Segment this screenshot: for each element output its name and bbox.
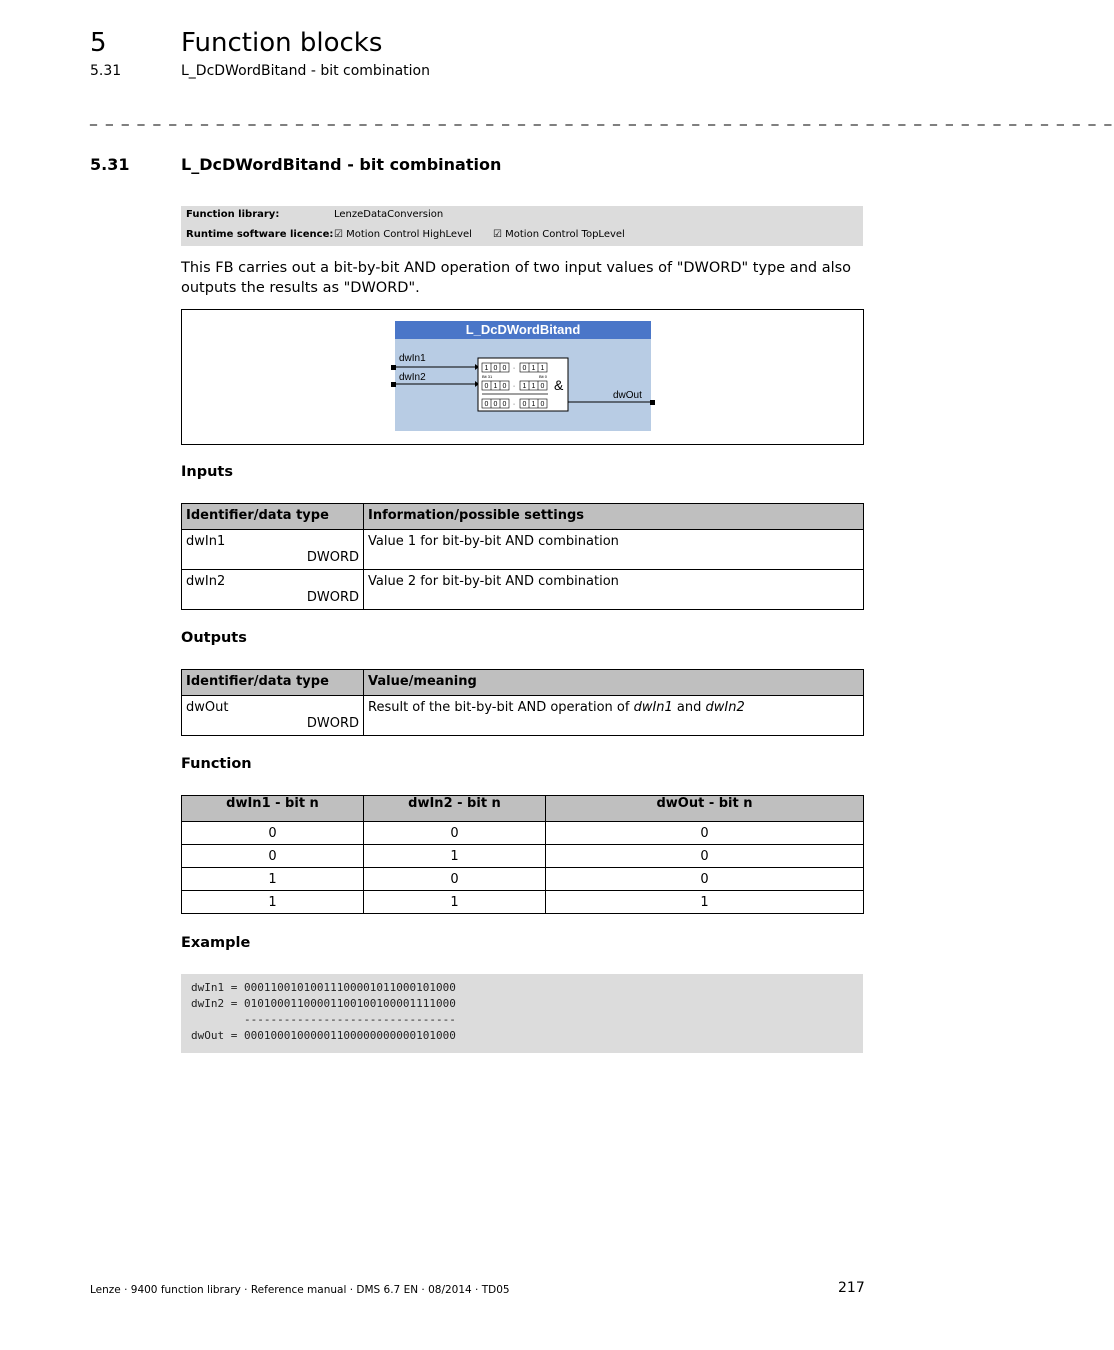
info-text: Value 2 for bit-by-bit AND combination (368, 574, 619, 589)
column-header: dwOut - bit n (546, 796, 864, 822)
function-block-figure (181, 309, 864, 445)
table-cell: 0 (182, 822, 364, 845)
table-cell: 1 (364, 845, 546, 868)
function-heading: Function (181, 756, 252, 772)
info-text (364, 696, 863, 719)
header-separator: _ _ _ _ _ _ _ _ _ _ _ _ _ _ _ _ _ _ _ _ _ _ _ _ _ _ _ _ _ _ _ _ _ _ _ _ _ _ _ _ _ _ _ _ _ _ _ _ _ _ _ _ _ _ _ _ _ _ _ _ _ _ _ _ _ (90, 110, 1114, 126)
svg-text:·: · (512, 383, 516, 390)
outputs-heading: Outputs (181, 630, 247, 646)
table-cell: 0 (182, 845, 364, 868)
column-header: Information/possible settings (368, 508, 585, 523)
table-header-row (182, 796, 864, 822)
table-cell: 0 (546, 868, 864, 891)
footer-text: Lenze · 9400 function library · Reference manual · DMS 6.7 EN · 08/2014 · TD05 (90, 1284, 510, 1296)
output-label: dwOut (613, 390, 642, 401)
code-line-separator: -------------------------------- (191, 1013, 456, 1026)
column-header: Identifier/data type (186, 674, 329, 689)
table-row (182, 845, 864, 868)
info-variable-1: dwIn1 (633, 700, 673, 715)
table-cell: 0 (364, 822, 546, 845)
column-header: dwIn1 - bit n (182, 796, 364, 822)
table-row (182, 891, 864, 914)
info-variable-2: dwIn2 (705, 700, 745, 715)
library-label: Function library: (186, 209, 280, 220)
library-value: LenzeDataConversion (334, 209, 444, 220)
table-cell: 0 (546, 822, 864, 845)
input2-label: dwIn2 (399, 372, 426, 383)
info-prefix: Result of the bit-by-bit AND operation of (368, 700, 634, 715)
chapter-title: Function blocks (181, 28, 383, 58)
svg-text:0: 0 (484, 383, 489, 390)
and-operator-symbol: & (554, 377, 564, 393)
identifier-name: dwIn1 (186, 534, 226, 549)
input1-connector (391, 365, 396, 370)
page-number: 217 (838, 1280, 865, 1296)
svg-text:0: 0 (522, 401, 527, 408)
svg-text:1: 1 (493, 383, 498, 390)
column-header: dwIn2 - bit n (364, 796, 546, 822)
svg-text:1: 1 (484, 365, 489, 372)
svg-text:·: · (512, 401, 516, 408)
section-number: 5.31 (90, 155, 130, 174)
code-line-dwout: dwOut = 00010001000001100000000000101000 (191, 1029, 456, 1042)
table-cell: 1 (546, 891, 864, 914)
svg-text:·: · (512, 365, 516, 372)
svg-text:0: 0 (540, 401, 545, 408)
table-cell: 1 (182, 891, 364, 914)
svg-text:0: 0 (540, 383, 545, 390)
output-connector (650, 400, 655, 405)
svg-text:1: 1 (531, 401, 536, 408)
identifier-name: dwIn2 (186, 574, 226, 589)
table-header-row (182, 670, 864, 696)
table-cell: 0 (364, 868, 546, 891)
input1-label: dwIn1 (399, 353, 426, 364)
inputs-heading: Inputs (181, 464, 233, 480)
table-row (182, 530, 864, 570)
licence-label: Runtime software licence: (186, 229, 334, 240)
info-connector: and (672, 700, 706, 715)
inputs-table (181, 503, 864, 610)
svg-text:0: 0 (502, 365, 507, 372)
data-type: DWORD (306, 590, 359, 605)
table-row (182, 822, 864, 845)
block-title: L_DcDWordBitand (465, 322, 581, 337)
bit31-label: Bit 31 (482, 374, 493, 379)
identifier-name: dwOut (186, 700, 229, 715)
column-header: Value/meaning (368, 674, 477, 689)
data-type: DWORD (306, 550, 359, 565)
library-info-box (181, 206, 863, 246)
table-cell: 1 (364, 891, 546, 914)
code-line-dwin2: dwIn2 = 01010001100001100100100001111000 (191, 997, 456, 1010)
input2-connector (391, 382, 396, 387)
svg-text:0: 0 (484, 401, 489, 408)
subsection-number: 5.31 (90, 63, 122, 79)
function-block-diagram (182, 310, 863, 444)
subsection-title: L_DcDWordBitand - bit combination (181, 63, 430, 79)
table-row (182, 868, 864, 891)
licence-option-toplevel: ☑ Motion Control TopLevel (493, 229, 625, 240)
svg-text:1: 1 (531, 383, 536, 390)
section-title: L_DcDWordBitand - bit combination (181, 155, 502, 174)
outputs-table (181, 669, 864, 736)
svg-text:1: 1 (531, 365, 536, 372)
example-heading: Example (181, 935, 251, 951)
table-cell: 0 (546, 845, 864, 868)
function-truth-table (181, 795, 864, 914)
svg-text:0: 0 (493, 401, 498, 408)
table-row (182, 570, 864, 610)
svg-text:1: 1 (522, 383, 527, 390)
svg-text:0: 0 (502, 383, 507, 390)
data-type: DWORD (306, 716, 359, 731)
svg-text:0: 0 (493, 365, 498, 372)
table-row (182, 696, 864, 736)
chapter-number: 5 (90, 28, 107, 58)
intro-paragraph: This FB carries out a bit-by-bit AND operation of two input values of "DWORD" type and also outputs the results as "DWORD". (181, 260, 852, 296)
svg-text:0: 0 (522, 365, 527, 372)
table-header-row (182, 504, 864, 530)
column-header: Identifier/data type (186, 508, 329, 523)
svg-text:1: 1 (540, 365, 545, 372)
table-cell: 1 (182, 868, 364, 891)
licence-option-highlevel: ☑ Motion Control HighLevel (334, 229, 472, 240)
example-code-box (181, 974, 863, 1053)
code-line-dwin1: dwIn1 = 00011001010011100001011000101000 (191, 981, 456, 994)
bit0-label: Bit 0 (539, 374, 548, 379)
svg-text:0: 0 (502, 401, 507, 408)
info-text: Value 1 for bit-by-bit AND combination (368, 534, 619, 549)
